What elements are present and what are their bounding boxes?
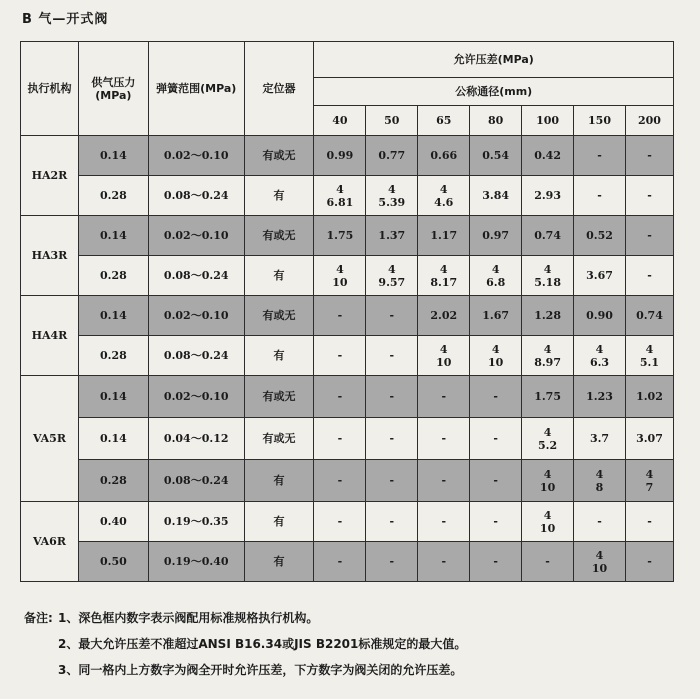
value-open: 0.74 [636, 309, 663, 322]
value-open: - [647, 269, 652, 282]
spring-range: 0.02～0.10 [148, 136, 244, 176]
value-open: - [597, 149, 602, 162]
value-open: 3.07 [636, 432, 663, 445]
pressure-value [625, 376, 673, 418]
pressure-value [418, 176, 470, 216]
positioner: 有 [244, 336, 314, 376]
value-open: 4 [543, 508, 552, 522]
value-open: - [337, 432, 343, 445]
value-open: - [647, 229, 652, 242]
value-closed: 6.3 [589, 355, 610, 369]
pressure-value [366, 136, 418, 176]
pressure-value [574, 336, 626, 376]
value-closed: 10 [332, 275, 348, 289]
value-closed: 5.2 [538, 438, 558, 452]
header-nominal-bore: 公称通径(mm) [314, 78, 674, 106]
size-header: 80 [470, 106, 522, 136]
table-row [21, 460, 674, 502]
value-open: 4 [543, 262, 552, 276]
positioner: 有或无 [244, 376, 314, 418]
value-open: 4 [645, 467, 654, 481]
value-open: - [389, 515, 395, 528]
value-open: - [441, 515, 447, 528]
actuator-name: HA4R [21, 296, 79, 376]
value-open: 2.02 [430, 309, 458, 322]
value-closed: 8 [595, 480, 604, 494]
value-closed: 10 [488, 355, 504, 369]
table-row [21, 216, 674, 256]
pressure-value [470, 418, 522, 460]
pressure-value [366, 376, 418, 418]
value-open: - [337, 555, 343, 568]
value-closed: 4.6 [434, 195, 454, 209]
pressure-value [418, 376, 470, 418]
size-header: 200 [625, 106, 673, 136]
pressure-value [470, 542, 522, 582]
value-open: 1.75 [534, 390, 561, 403]
value-open: 1.23 [586, 390, 613, 403]
header-allowable-pressure: 允许压差(MPa) [314, 42, 674, 78]
supply-pressure: 0.14 [78, 136, 148, 176]
value-closed: 8.97 [534, 355, 561, 369]
pressure-value [366, 542, 418, 582]
size-header: 50 [366, 106, 418, 136]
pressure-value [314, 502, 366, 542]
positioner: 有或无 [244, 418, 314, 460]
pressure-value [470, 376, 522, 418]
spring-range: 0.08～0.24 [148, 336, 244, 376]
header-spring: 弹簧范围(MPa) [148, 42, 244, 136]
pressure-value [470, 502, 522, 542]
actuator-name: VA5R [21, 376, 79, 502]
value-open: 4 [543, 425, 552, 439]
value-open: - [389, 432, 395, 445]
value-closed: 10 [539, 480, 556, 494]
value-open: - [647, 189, 652, 202]
pressure-value [418, 216, 470, 256]
pressure-value [314, 216, 366, 256]
value-closed: 5.18 [534, 275, 561, 289]
value-open: 0.97 [482, 229, 510, 242]
size-header: 100 [522, 106, 574, 136]
pressure-value [574, 256, 626, 296]
pressure-value [522, 502, 574, 542]
value-open: - [493, 474, 498, 487]
pressure-value [366, 296, 418, 336]
value-closed: 10 [436, 355, 452, 369]
pressure-value [522, 418, 574, 460]
table-row [21, 418, 674, 460]
pressure-value [314, 460, 366, 502]
value-open: 1.37 [378, 229, 406, 242]
spring-range: 0.08～0.24 [148, 460, 244, 502]
positioner: 有或无 [244, 296, 314, 336]
note-1: 1、深色框内数字表示阀配用标准规格执行机构。 [58, 611, 319, 625]
value-open: - [337, 309, 343, 322]
positioner: 有 [244, 256, 314, 296]
supply-pressure: 0.28 [78, 460, 148, 502]
pressure-table [20, 41, 674, 582]
value-open: 0.52 [586, 229, 613, 242]
value-closed: 5.39 [378, 195, 406, 209]
pressure-value [574, 542, 626, 582]
value-open: 3.67 [586, 269, 613, 282]
pressure-value [522, 376, 574, 418]
pressure-value [625, 256, 673, 296]
spring-range: 0.19～0.40 [148, 542, 244, 582]
note-2: 2、最大允许压差不准超过ANSI B16.34或JIS B2201标准规定的最大值。 [58, 637, 467, 651]
pressure-value [366, 502, 418, 542]
pressure-value [470, 336, 522, 376]
value-open: - [597, 515, 602, 528]
pressure-value [574, 376, 626, 418]
pressure-value [625, 502, 673, 542]
value-open: - [647, 515, 652, 528]
value-open: - [389, 309, 395, 322]
value-open: - [493, 432, 498, 445]
header-supply: 供气压力(MPa) [78, 42, 148, 136]
value-open: 0.74 [534, 229, 561, 242]
supply-pressure: 0.14 [78, 296, 148, 336]
pressure-value [418, 418, 470, 460]
supply-pressure: 0.50 [78, 542, 148, 582]
positioner: 有 [244, 460, 314, 502]
pressure-value [470, 296, 522, 336]
value-open: 4 [387, 262, 396, 276]
value-closed: 8.17 [430, 275, 458, 289]
pressure-value [470, 256, 522, 296]
value-open: 4 [387, 182, 396, 196]
table-row [21, 136, 674, 176]
pressure-value [418, 336, 470, 376]
supply-pressure: 0.40 [78, 502, 148, 542]
table-row [21, 336, 674, 376]
pressure-value [470, 176, 522, 216]
pressure-value [314, 176, 366, 216]
value-closed: 5.1 [639, 355, 660, 369]
value-open: - [337, 390, 343, 403]
value-open: 1.28 [534, 309, 561, 322]
value-closed: 10 [539, 521, 556, 535]
value-open: 4 [439, 182, 448, 196]
spring-range: 0.02～0.10 [148, 296, 244, 336]
supply-pressure: 0.28 [78, 256, 148, 296]
value-closed: 10 [591, 561, 608, 575]
positioner: 有或无 [244, 136, 314, 176]
pressure-value [418, 296, 470, 336]
pressure-value [314, 376, 366, 418]
pressure-value [366, 256, 418, 296]
table-row [21, 176, 674, 216]
positioner: 有或无 [244, 216, 314, 256]
value-open: - [647, 149, 652, 162]
value-open: 4 [439, 342, 448, 356]
pressure-value [522, 256, 574, 296]
pressure-value [314, 542, 366, 582]
value-open: - [389, 474, 395, 487]
page-title: B 气—开式阀 [22, 12, 109, 27]
value-open: 3.84 [482, 189, 510, 202]
value-open: 1.17 [430, 229, 458, 242]
value-open: - [493, 390, 498, 403]
pressure-value [418, 460, 470, 502]
value-open: - [647, 555, 652, 568]
positioner: 有 [244, 176, 314, 216]
pressure-value [366, 216, 418, 256]
table-row [21, 502, 674, 542]
value-open: 4 [491, 342, 500, 356]
value-closed: 6.81 [326, 195, 354, 209]
pressure-value [625, 176, 673, 216]
supply-pressure: 0.14 [78, 216, 148, 256]
value-open: 4 [595, 467, 604, 481]
value-closed: 6.8 [486, 275, 506, 289]
spring-range: 0.02～0.10 [148, 376, 244, 418]
value-open: 4 [543, 342, 552, 356]
positioner: 有 [244, 502, 314, 542]
value-open: 0.54 [482, 149, 510, 162]
supply-pressure: 0.28 [78, 176, 148, 216]
size-header: 150 [574, 106, 626, 136]
value-open: - [337, 349, 343, 362]
value-open: - [441, 432, 447, 445]
pressure-value [366, 418, 418, 460]
value-open: 2.93 [534, 189, 561, 202]
pressure-value [625, 418, 673, 460]
pressure-value [574, 216, 626, 256]
value-open: 1.75 [326, 229, 354, 242]
value-open: - [493, 555, 498, 568]
positioner: 有 [244, 542, 314, 582]
pressure-value [470, 136, 522, 176]
value-open: - [441, 555, 447, 568]
notes [24, 608, 466, 686]
pressure-value [625, 216, 673, 256]
pressure-value [522, 460, 574, 502]
value-open: 3.7 [589, 432, 610, 445]
pressure-value [574, 502, 626, 542]
pressure-value [418, 502, 470, 542]
pressure-value [625, 460, 673, 502]
value-open: 0.66 [430, 149, 458, 162]
pressure-value [314, 136, 366, 176]
spring-range: 0.08～0.24 [148, 176, 244, 216]
value-open: - [389, 555, 395, 568]
pressure-value [522, 296, 574, 336]
pressure-value [574, 418, 626, 460]
value-open: 0.77 [378, 149, 406, 162]
value-open: - [337, 474, 343, 487]
pressure-value [314, 418, 366, 460]
value-closed: 9.57 [378, 275, 406, 289]
table-row [21, 256, 674, 296]
value-open: 1.02 [636, 390, 663, 403]
value-open: 4 [595, 548, 604, 562]
value-open: 1.67 [482, 309, 510, 322]
value-open: 0.99 [326, 149, 354, 162]
header-actuator: 执行机构 [21, 42, 79, 136]
pressure-value [418, 136, 470, 176]
spring-range: 0.04～0.12 [148, 418, 244, 460]
spring-range: 0.08～0.24 [148, 256, 244, 296]
value-open: 4 [491, 262, 500, 276]
pressure-value [522, 216, 574, 256]
pressure-value [522, 136, 574, 176]
pressure-value [522, 336, 574, 376]
value-open: - [389, 390, 395, 403]
value-open: 0.90 [586, 309, 613, 322]
value-open: 4 [336, 262, 344, 276]
value-open: 4 [645, 342, 654, 356]
pressure-value [418, 256, 470, 296]
supply-pressure: 0.14 [78, 376, 148, 418]
table-row [21, 296, 674, 336]
spring-range: 0.02～0.10 [148, 216, 244, 256]
size-header: 40 [314, 106, 366, 136]
value-open: - [337, 515, 343, 528]
table-row [21, 542, 674, 582]
pressure-value [314, 256, 366, 296]
note-3: 3、同一格内上方数字为阀全开时允许压差，下方数字为阀关闭的允许压差。 [58, 663, 463, 677]
notes-label: 备注: [24, 611, 53, 625]
pressure-value [314, 336, 366, 376]
value-closed: 7 [645, 480, 654, 494]
value-open: 4 [543, 467, 552, 481]
pressure-value [470, 460, 522, 502]
pressure-value [574, 176, 626, 216]
value-open: 4 [595, 342, 604, 356]
value-open: 4 [439, 262, 448, 276]
size-header: 65 [418, 106, 470, 136]
value-open: - [493, 515, 498, 528]
pressure-value [574, 460, 626, 502]
value-open: - [597, 189, 602, 202]
header-positioner: 定位器 [244, 42, 314, 136]
value-open: 0.42 [534, 149, 561, 162]
spring-range: 0.19～0.35 [148, 502, 244, 542]
pressure-value [574, 136, 626, 176]
pressure-value [625, 336, 673, 376]
pressure-value [366, 460, 418, 502]
value-open: - [389, 349, 395, 362]
supply-pressure: 0.14 [78, 418, 148, 460]
value-open: - [545, 555, 550, 568]
actuator-name: VA6R [21, 502, 79, 582]
pressure-value [366, 176, 418, 216]
value-open: - [441, 390, 447, 403]
pressure-value [366, 336, 418, 376]
pressure-value [574, 296, 626, 336]
actuator-name: HA3R [21, 216, 79, 296]
value-open: - [441, 474, 447, 487]
pressure-value [522, 176, 574, 216]
pressure-value [314, 296, 366, 336]
pressure-value [625, 296, 673, 336]
pressure-value [470, 216, 522, 256]
pressure-value [418, 542, 470, 582]
table-row [21, 376, 674, 418]
actuator-name: HA2R [21, 136, 79, 216]
supply-pressure: 0.28 [78, 336, 148, 376]
pressure-value [625, 136, 673, 176]
value-open: 4 [336, 182, 344, 196]
pressure-value [625, 542, 673, 582]
pressure-value [522, 542, 574, 582]
